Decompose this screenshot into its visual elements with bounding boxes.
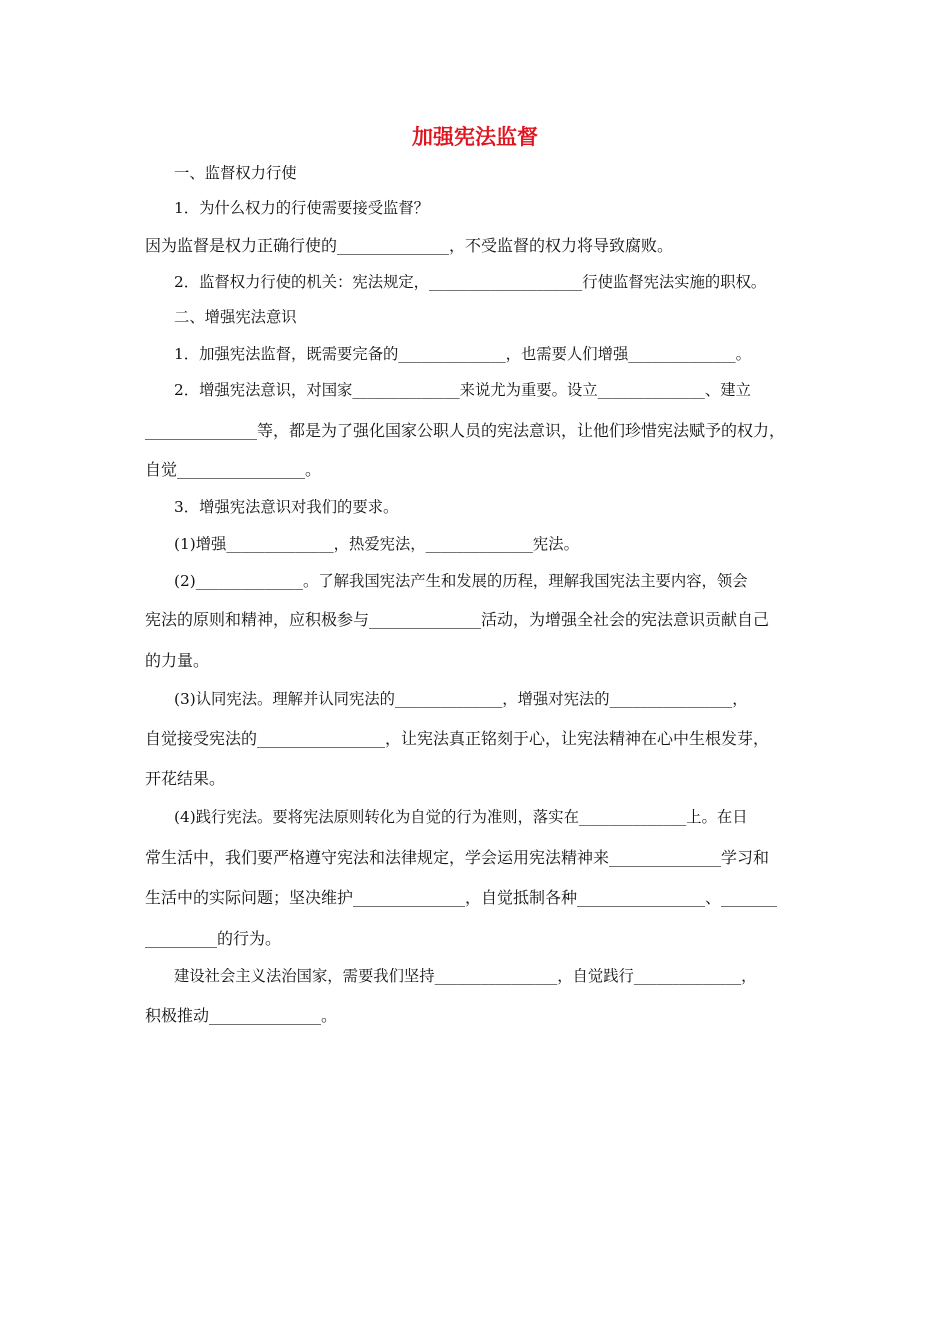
section-heading-constitution-awareness: 二、增强宪法意识: [174, 308, 297, 326]
sub-item-3-line-1: (3)认同宪法。理解并认同宪法的______________，增强对宪法的________________，: [174, 690, 748, 708]
sub-item-4-line-4: _________的行为。: [145, 929, 282, 948]
item-2-line-2: ______________等，都是为了强化国家公职人员的宪法意识，让他们珍惜宪法赋予的权力，: [145, 421, 786, 440]
item-3-heading: 3．增强宪法意识对我们的要求。: [174, 498, 399, 516]
item-2-line-3: 自觉________________。: [145, 460, 322, 479]
section-heading-supervise-power: 一、监督权力行使: [174, 164, 297, 182]
question-1-heading: 1．为什么权力的行使需要接受监督？: [174, 199, 430, 217]
closing-line-2: 积极推动______________。: [145, 1006, 338, 1025]
sub-item-2-line-1: (2)______________。了解我国宪法产生和发展的历程，理解我国宪法主要内容，领会: [174, 572, 748, 590]
sub-item-3-line-2: 自觉接受宪法的________________，让宪法真正铭刻于心，让宪法精神在心中生根发芽，: [145, 729, 770, 748]
sub-item-4-line-2: 常生活中，我们要严格遵守宪法和法律规定，学会运用宪法精神来______________学习和: [145, 848, 770, 867]
sub-item-4-line-3: 生活中的实际问题；坚决维护______________，自觉抵制各种________________、_______: [145, 888, 778, 907]
item-2-line-1: 2．增强宪法意识，对国家______________来说尤为重要。设立______________、建立: [174, 381, 751, 399]
sub-item-2-line-2: 宪法的原则和精神，应积极参与______________活动，为增强全社会的宪法意识贡献自己: [145, 610, 770, 629]
sub-item-2-line-3: 的力量。: [145, 651, 210, 670]
sub-item-4-line-1: (4)践行宪法。要将宪法原则转化为自觉的行为准则，落实在______________上。在日: [174, 808, 748, 826]
document-title: 加强宪法监督: [412, 124, 538, 149]
question-1-answer: 因为监督是权力正确行使的______________，不受监督的权力将导致腐败。: [145, 236, 674, 255]
question-2-line: 2．监督权力行使的机关：宪法规定，____________________行使监督宪法实施的职权。: [174, 273, 767, 291]
closing-line-1: 建设社会主义法治国家，需要我们坚持________________，自觉践行______________，: [174, 967, 757, 985]
item-1-line: 1．加强宪法监督，既需要完备的______________，也需要人们增强______________。: [174, 345, 751, 363]
sub-item-1-line: (1)增强______________，热爱宪法，______________宪法。: [174, 535, 579, 553]
sub-item-3-line-3: 开花结果。: [145, 769, 226, 788]
